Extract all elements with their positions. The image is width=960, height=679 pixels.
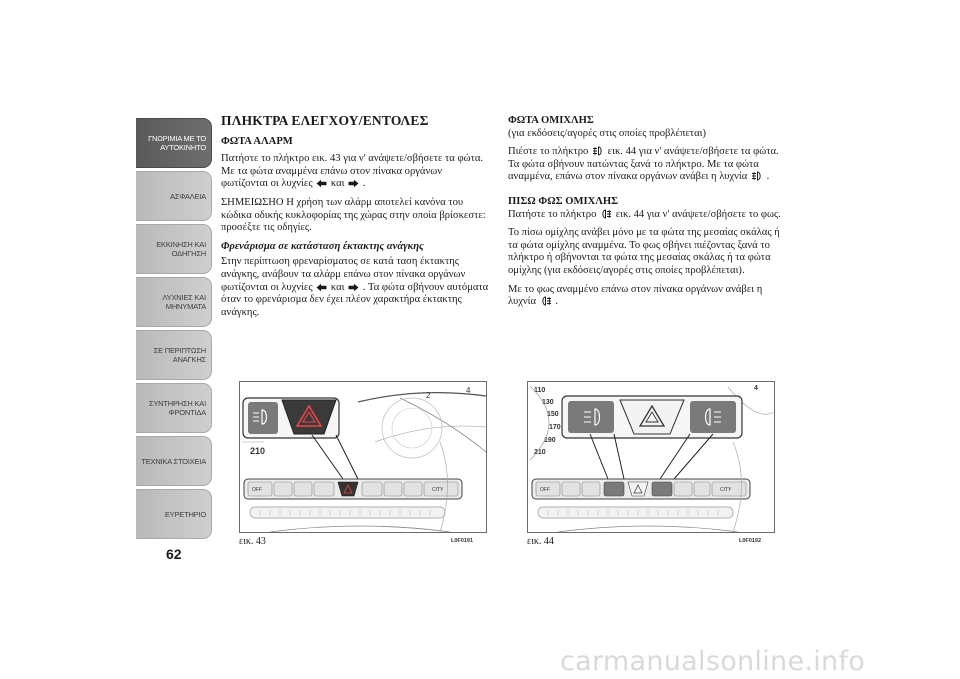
tab-warning-lights[interactable]: ΛΥΧΝΙΕΣ ΚΑΙ ΜΗΝΥΜΑΤΑ [136, 277, 212, 327]
page-title: ΠΛΗΚΤΡΑ ΕΛΕΓΧΟΥ/ΕΝΤΟΛΕΣ [221, 113, 429, 128]
fog-button-zoomed [248, 402, 278, 434]
turn-right-arrow-icon [348, 283, 359, 292]
emergency-braking-heading: Φρενάρισμα σε κατάσταση έκτακτης ανάγκης [221, 240, 424, 252]
speed-number: 170 [549, 424, 561, 431]
tab-index[interactable]: ΕΥΡΕΤΗΡΙΟ [136, 489, 212, 539]
figure-44-fog-buttons [527, 381, 775, 533]
note-paragraph: ΣΗΜΕΙΩΣΗΟ Η χρήση των αλάρμ αποτελεί κανόνα του κώδικα οδικής κυκλοφορίας της χώρας στην οποία βρίσκεστε: προσέξτε τις οδηγίες. [221, 196, 486, 234]
figure-44-caption: εικ. 44 [527, 536, 554, 547]
speed-number: 110 [534, 387, 546, 394]
front-fog-light-icon [592, 146, 604, 156]
fog-lights-paragraph: Πιέστε το πλήκτρο εικ. 44 για ν' ανάψετε/σβήσετε τα φώτα. Τα φώτα σβήνουν πατώντας ξανά το πλήκτρο. Με τα φώτα αναμμένα, επάνω στον πίνακα οργάνων ανάβει η λυχνία . [508, 146, 779, 183]
fog-lights-heading: ΦΩΤΑ ΟΜΙΧΛΗΣ [508, 115, 594, 126]
dial-number: 2 [426, 391, 431, 400]
dashboard-illustration [240, 382, 487, 533]
left-column [221, 115, 491, 325]
tab-technical-data[interactable]: ΤΕΧΝΙΚΑ ΣΤΟΙΧΕΙΑ [136, 436, 212, 486]
speed-number: 210 [534, 449, 546, 456]
tab-starting-driving[interactable]: ΕΚΚΙΝΗΣΗ ΚΑΙ ΟΔΗΓΗΣΗ [136, 224, 212, 274]
figure-43-code: L0F0191 [451, 538, 474, 544]
figure-43-hazard-button [239, 381, 487, 533]
rear-fog-paragraph-2: Το πίσω ομίχλης ανάβει μόνο με τα φώτα της μεσαίας σκάλας ή τα φώτα ομίχλης αναμμένα. Το φως σβήνει πιέζοντας ξανά το πλήκτρο ή σβήνονται τα φώτα της μεσαίας σκάλας ή τα φώτα ομίχλης (για εκδόσεις/αγορές στις οποίες προβλέπεται). [508, 227, 780, 276]
panel-label: OFF [540, 487, 550, 493]
fog-lights-note: (για εκδόσεις/αγορές στις οποίες προβλέπεται) [508, 127, 706, 139]
rear-fog-light-icon [540, 296, 552, 306]
page-number: 62 [166, 546, 182, 562]
tab-safety[interactable]: ΑΣΦΑΛΕΙΑ [136, 171, 212, 221]
front-fog-light-icon [751, 171, 763, 181]
dial-number: 4 [466, 386, 471, 395]
rear-fog-button-zoomed [690, 401, 736, 433]
front-fog-button[interactable] [604, 482, 624, 496]
tab-emergency[interactable]: ΣΕ ΠΕΡΙΠΤΩΣΗ ΑΝΑΓΚΗΣ [136, 330, 212, 380]
turn-left-arrow-icon [316, 283, 327, 292]
chapter-tabs [136, 118, 212, 542]
hazard-lights-heading: ΦΩΤΑ ΑΛΑΡΜ [221, 135, 293, 147]
emergency-braking-paragraph: Στην περίπτωση φρεναρίσματος σε κατά ταση έκτακτης ανάγκης, ανάβουν τα αλάρμ επάνω στον πίνακα οργάνων φωτίζονται οι λυχνίες και . Τα φώτα σβήνουν αυτόματα όταν το φρενάρισμα δεν έχει πλέον χαρακτήρα έκτακτης ανάγκης. [221, 256, 489, 318]
speed-number: 130 [542, 399, 554, 406]
speed-number: 210 [250, 446, 266, 456]
panel-label: CITY [432, 487, 444, 493]
dashboard-illustration [528, 382, 775, 533]
rear-fog-light-icon [600, 209, 612, 219]
figure-44-code: L0F0192 [739, 538, 762, 544]
rear-fog-paragraph-3: Με το φως αναμμένο επάνω στον πίνακα οργάνων ανάβει η λυχνία . [508, 283, 763, 308]
hazard-lights-paragraph: Πατήστε το πλήκτρο εικ. 43 για ν' ανάψετε/σβήσετε τα φώτα. Με τα φώτα αναμμένα επάνω στον πίνακα οργάνων φωτίζονται οι λυχνίες και . [221, 153, 484, 190]
rear-fog-light-heading: ΠΙΣΩ ΦΩΣ ΟΜΙΧΛΗΣ [508, 195, 619, 207]
tab-maintenance[interactable]: ΣΥΝΤΗΡΗΣΗ ΚΑΙ ΦΡΟΝΤΙΔΑ [136, 383, 212, 433]
rear-fog-paragraph-1: Πατήστε το πλήκτρο εικ. 44 για ν' ανάψετε/σβήσετε το φως. [508, 208, 781, 220]
watermark: carmanualsonline.info [560, 646, 866, 677]
panel-label: OFF [252, 487, 262, 493]
speed-number: 190 [544, 437, 556, 444]
tab-getting-to-know-car[interactable]: ΓΝΩΡΙΜΙΑ ΜΕ ΤΟ ΑΥΤΟΚΙΝΗΤΟ [136, 118, 212, 168]
speed-number: 150 [547, 411, 559, 418]
right-column [508, 115, 788, 315]
rear-fog-button[interactable] [652, 482, 672, 496]
panel-label: CITY [720, 487, 732, 493]
figure-43-caption: εικ. 43 [239, 536, 266, 547]
turn-left-arrow-icon [316, 179, 327, 188]
turn-right-arrow-icon [348, 179, 359, 188]
dial-number: 4 [754, 385, 758, 392]
